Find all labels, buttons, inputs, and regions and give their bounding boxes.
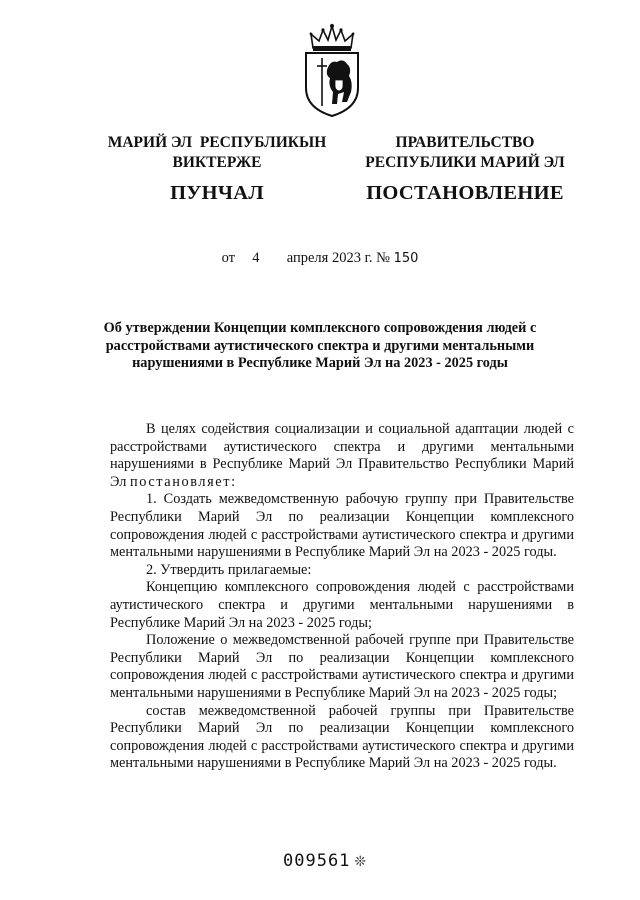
body-decree-colon: :: [231, 473, 236, 490]
footer-mark-icon: ❊: [354, 854, 368, 870]
header-right-title: ПОСТАНОВЛЕНИЕ: [366, 182, 564, 204]
body-item-2b: Положение о межведомственной рабочей группе при Правительстве Республики Марий Эл по реализации Концепции комплексного сопровождения людей с расстройствами аутистического спектра и другими ментальными нарушениями в Республике Марий Эл на 2023 - 2025 годы;: [110, 632, 574, 701]
document-number: 150: [393, 251, 419, 266]
coat-of-arms-icon: [297, 22, 367, 118]
serial-number: 009561: [283, 851, 351, 871]
date-line: [0, 250, 640, 267]
document-subject: Об утверждении Концепции комплексного сопровождения людей с расстройствами аутистического спектра и другими ментальными нарушениями в Республике Марий Эл на 2023 - 2025 годы: [103, 320, 537, 371]
header-right: [340, 133, 590, 203]
date-prefix: от: [221, 250, 235, 266]
document-body: [110, 421, 574, 773]
header-left: [92, 133, 342, 203]
body-intro-paragraph: [110, 421, 574, 491]
footer-serial: [283, 851, 367, 871]
header-right-line2: РЕСПУБЛИКИ МАРИЙ ЭЛ: [365, 154, 565, 171]
header-left-line1: МАРИЙ ЭЛ РЕСПУБЛИКЫН: [107, 134, 327, 151]
date-month-year: апреля 2023 г. №: [286, 250, 390, 266]
body-item-2a: Концепцию комплексного сопровождения людей с расстройствами аутистического спектра и другими ментальными нарушениями в Республике Марий Эл на 2023 - 2025 годы;: [110, 579, 574, 631]
header-left-title: ПУНЧАЛ: [170, 182, 264, 204]
date-day: 4: [252, 250, 260, 266]
header-left-line2: ВИКТЕРЖЕ: [172, 154, 262, 171]
body-intro: В целях содействия социализации и социальной адаптации людей с расстройствами аутистического спектра и другими ментальными нарушениями в Республике Марий Эл Правительство Республики Марий Эл: [110, 421, 574, 490]
body-decree-word: постановляет: [129, 473, 232, 490]
header-right-line1: ПРАВИТЕЛЬСТВО: [395, 134, 535, 151]
body-item-2: 2. Утвердить прилагаемые:: [146, 561, 312, 578]
body-item-1: 1. Создать межведомственную рабочую группу при Правительстве Республики Марий Эл по реализации Концепции комплексного сопровождения людей с расстройствами аутистического спектра и другими ментальными нарушениями в Республике Марий Эл на 2023 - 2025 годы.: [110, 491, 574, 561]
body-item-2c: состав межведомственной рабочей группы при Правительстве Республики Марий Эл по реализации Концепции комплексного сопровождения людей с расстройствами аутистического спектра и другими ментальными нарушениями в Республике Марий Эл на 2023 - 2025 годы.: [110, 702, 574, 772]
